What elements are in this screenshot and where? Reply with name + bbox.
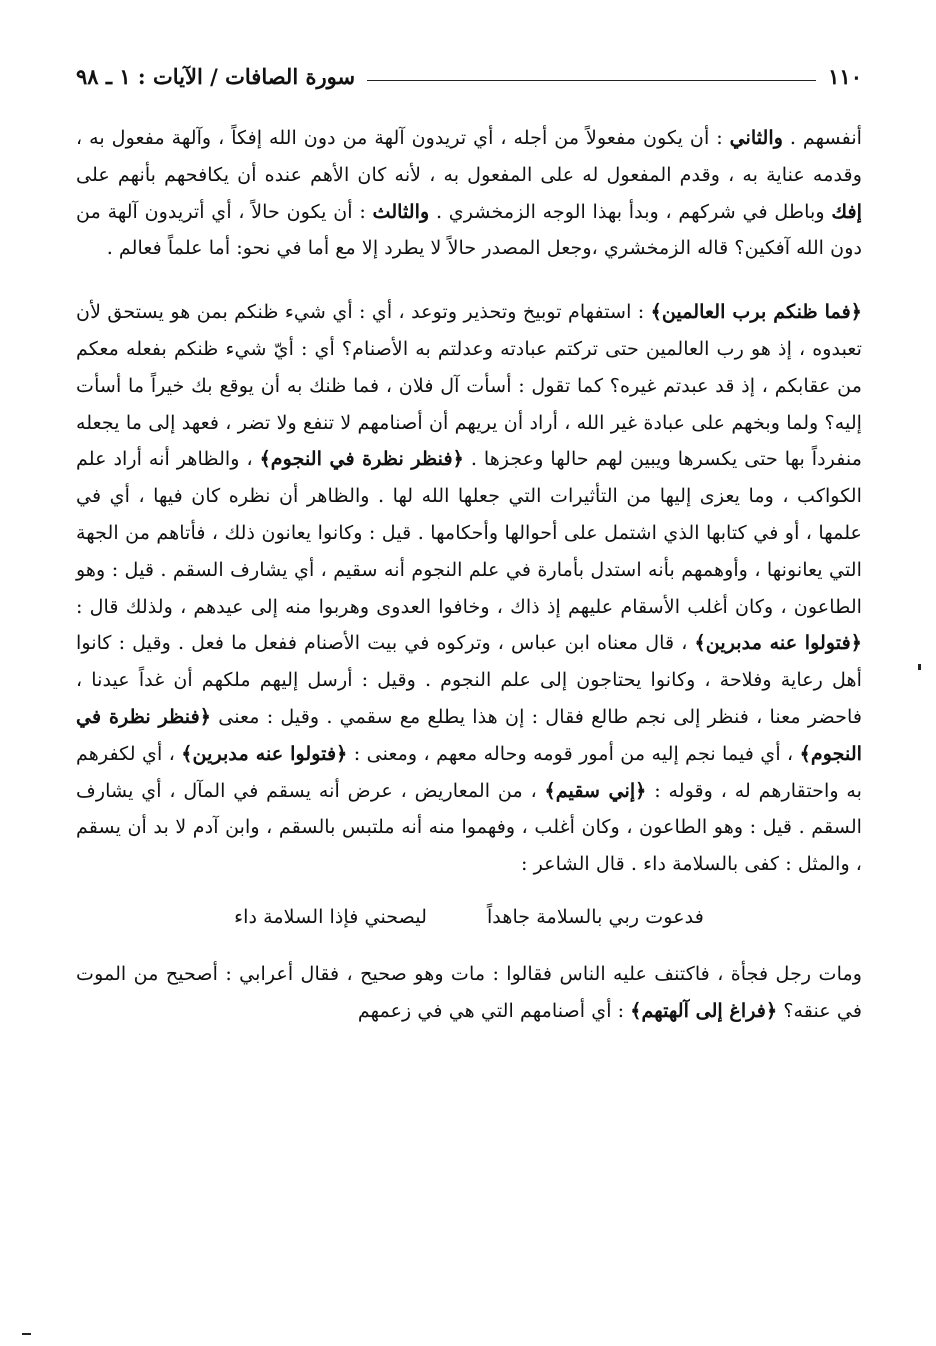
text: : أي أصنامهم التي هي في زعمهم: [357, 998, 631, 1022]
text: ، من المعاريض ، عرض أنه يسقم في المآل ، أي يشارف السقم . قيل : وهو الطاعون ، وكان أغلب ، وفهموا منه أنه ملتبس بالسقم ، وابن آدم لا بد أن يسقم ، والمثل : كفى بالسلامة داء . قال الشاعر :: [76, 778, 862, 876]
book-page: [76, 62, 862, 1302]
running-title: سورة الصافات / الآيات : ١ ـ ٩٨: [76, 63, 356, 89]
text: ، أي لكفرهم به واحتقارهم له ، وقوله :: [76, 741, 862, 802]
text: ، أي فيما نجم إليه من أمور قومه وحاله معهم ، ومعنى :: [347, 741, 800, 765]
paragraph-3: [76, 956, 862, 1030]
paragraph-gap: [76, 267, 862, 294]
verse-first-hemistich: فدعوت ربي بالسلامة جاهداً: [486, 904, 704, 928]
quran-quote: ﴿فما ظنكم برب العالمين﴾: [650, 300, 862, 324]
quran-quote: ﴿فنظر نظرة في النجوم﴾: [76, 704, 862, 765]
quran-quote: ﴿فتولوا عنه مدبرين﴾: [694, 631, 862, 655]
text: ، قال معناه ابن عباس ، وتركوه في بيت الأصنام ففعل ما فعل . وقيل : كانوا أهل رعاية وفلاحة ، وكانوا يحتاجون إلى علم النجوم . وقيل : أرسل إليهم ملكهم أن غداً عيدنا ، فاحضر معنا ، فنظر إلى نجم طالع فقال : إن هذا يطلع مع سقمي . وقيل : معنى: [76, 631, 862, 728]
header-rule: [367, 80, 816, 81]
text: : أن يكون حالاً ، أي أتريدون آلهة من دون الله آفكين؟ قاله الزمخشري ،وجعل المصدر حالاً لا يطرد إلا مع أما في نحو: أما علماً فعالم .: [76, 199, 862, 260]
quran-quote: ﴿فراغ إلى آلهتهم﴾: [630, 998, 778, 1022]
text: ومات رجل فجأة ، فاكتنف عليه الناس فقالوا : مات وهو صحيح ، فقال أعرابي : أصحيح من الموت في عنقه؟: [76, 961, 862, 1022]
page-number: ١١٠: [828, 63, 862, 89]
text: : استفهام توبيخ وتحذير وتوعد ، أي : أي شيء ظنكم بمن هو يستحق لأن تعبدوه ، إذ هو رب العالمين حتى تركتم عبادته وعدلتم به الأصنام؟ أي : أيّ شيء ظنكم بفعله معكم من عقابكم ، إذ قد عبدتم غيره؟ كما تقول : أسأت آل فلان ، فما ظنك به أن يوقع بك خيراً ما أسأت إليه؟ ولما وبخهم على عبادة غير الله ، أراد أن يريهم أن أصنامهم لا تنفع ولا تضر ، فعهد إلى ما يجعله منفرداً بها حتى يكسرها ويبين لهم حالها وعجزها .: [76, 300, 862, 471]
page-body: [76, 120, 862, 1029]
bold-term: والثاني: [729, 126, 783, 149]
scan-speck: [22, 1333, 31, 1335]
verse-second-hemistich: ليصحني فإذا السلامة داء: [234, 904, 427, 928]
quran-quote: ﴿فتولوا عنه مدبرين﴾: [181, 741, 348, 765]
text: وباطل في شركهم ، وبدأ بهذا الوجه الزمخشري .: [429, 199, 832, 223]
quran-quote: ﴿فنظر نظرة في النجوم﴾: [259, 447, 464, 471]
bold-term: إفك: [831, 199, 862, 223]
page-header: [76, 62, 862, 90]
paragraph-1: [76, 120, 862, 267]
bold-term: والثالث: [372, 199, 430, 223]
paragraph-2: [76, 294, 862, 883]
scan-speck: [918, 664, 921, 670]
text: : أن يكون مفعولاً من أجله ، أي تريدون آلهة من دون الله إفكاً ، وآلهة مفعول به ، وقدمه عناية به ، وقدم المفعول له على المفعول به ، لأنه كان الأهم عنده أن يكافحهم بأنهم على: [76, 126, 862, 186]
text: أنفسهم .: [782, 126, 862, 149]
quran-quote: ﴿إني سقيم﴾: [544, 778, 647, 802]
poetry-verse: [76, 899, 862, 936]
text: ، والظاهر أنه أراد علم الكواكب ، وما يعزى إليها من التأثيرات التي جعلها الله لها . والظاهر أن نظره كان فيها ، أي في علمها ، أو في كتابها الذي اشتمل على أحوالها وأحكامها . قيل : وكانوا يعانون ذلك ، فأتاهم من الجهة التي يعانونها ، وأوهمهم بأنه استدل بأمارة في علم النجوم أنه سقيم ، أي يشارف السقم . قيل : وهو الطاعون ، وكان أغلب الأسقام عليهم إذ ذاك ، وخافوا العدوى وهربوا منه إلى عيدهم ، ولذلك قال :: [76, 447, 862, 618]
